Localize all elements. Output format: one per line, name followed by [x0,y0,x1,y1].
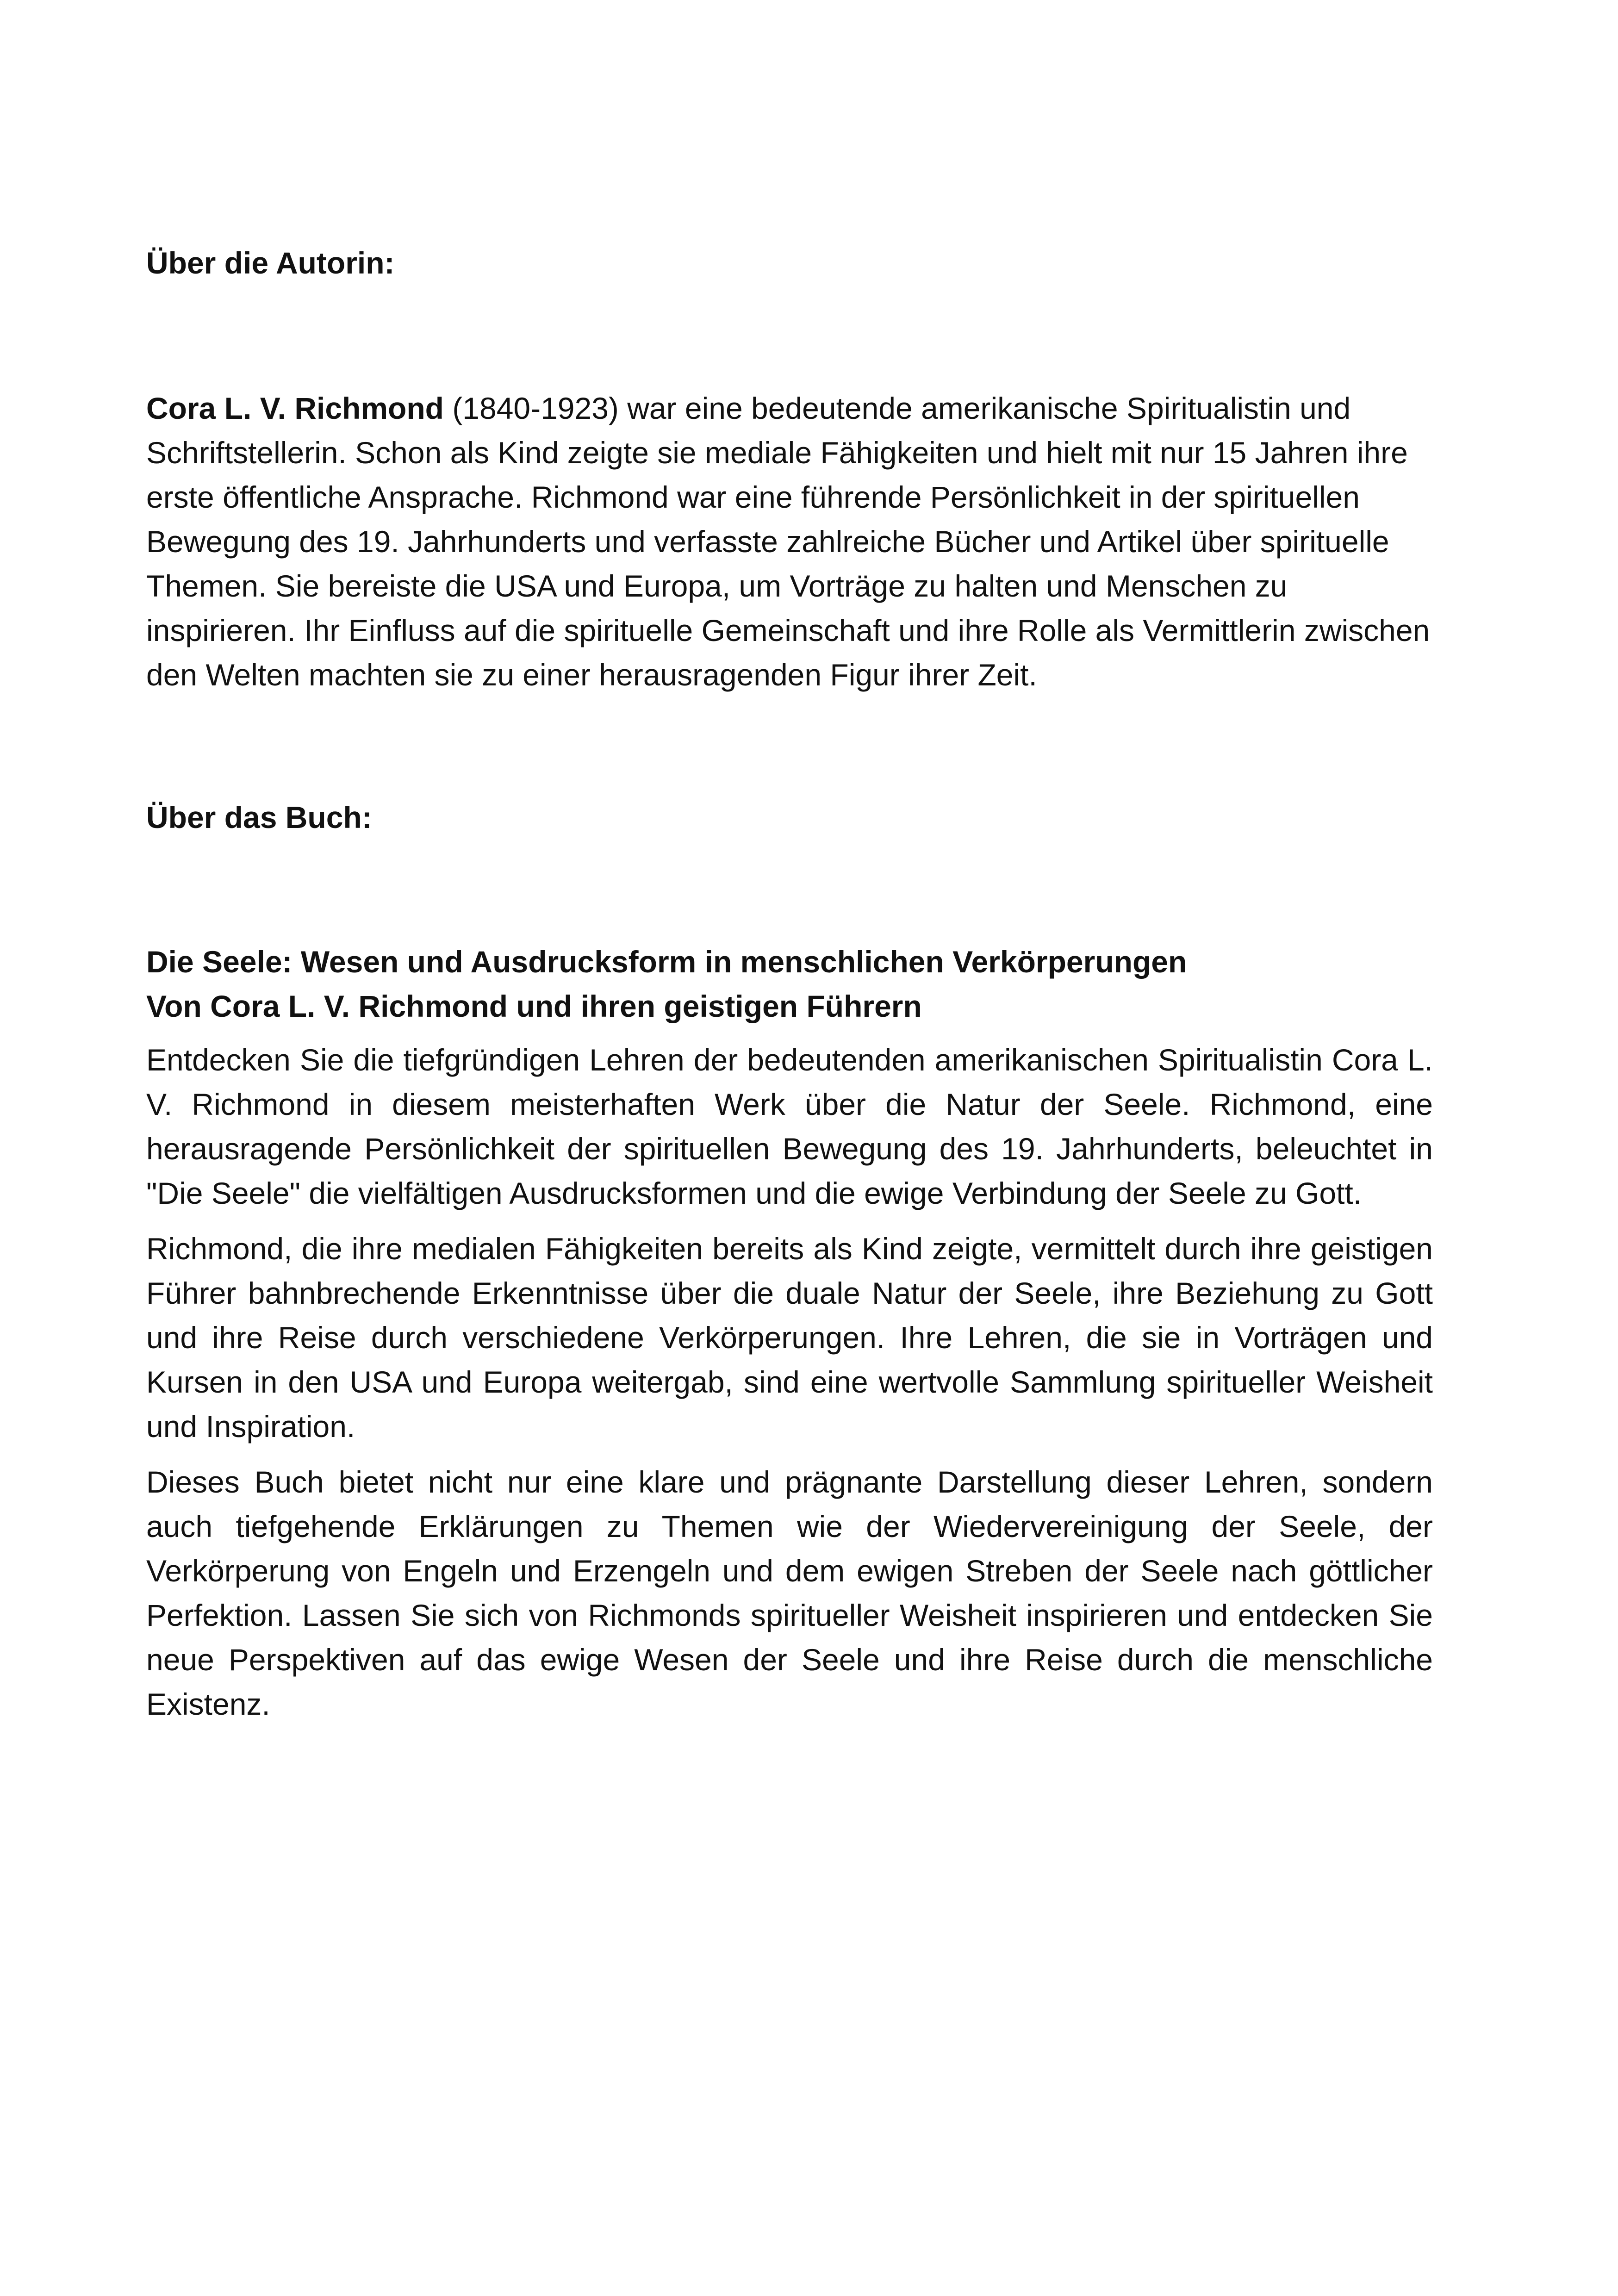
author-bio-text: (1840-1923) war eine bedeutende amerikanische Spiritualistin und Schriftstellerin. Schon als Kind zeigte sie mediale Fähigkeiten und hielt mit nur 15 Jahren ihre erste öffentliche Ansprache. Richmond war eine führende Persönlichkeit in der spirituellen Bewegung des 19. Jahrhunderts und verfasste zahlreiche Bücher und Artikel über spirituelle Themen. Sie bereiste die USA und Europa, um Vorträge zu halten und Menschen zu inspirieren. Ihr Einfluss auf die spirituelle Gemeinschaft und ihre Rolle als Vermittlerin zwischen den Welten machten sie zu einer herausragenden Figur ihrer Zeit. [146,391,1430,692]
author-section-heading: Über die Autorin: [146,246,395,280]
book-section-heading: Über das Buch: [146,800,372,834]
book-paragraph-2: Richmond, die ihre medialen Fähigkeiten bereits als Kind zeigte, vermittelt durch ihre geistigen Führer bahnbrechende Erkenntnisse über die duale Natur der Seele, ihre Beziehung zu Gott und ihre Reise durch verschiedene Verkörperungen. Ihre Lehren, die sie in Vorträgen und Kursen in den USA und Europa weitergab, sind eine wertvolle Sammlung spiritueller Weisheit und Inspiration. [146,1232,1433,1444]
author-bio-paragraph [146,386,1433,697]
document-page [146,241,1433,1737]
author-name: Cora L. V. Richmond [146,391,444,425]
book-description [146,1038,1433,1726]
book-title: Die Seele: Wesen und Ausdrucksform in menschlichen Verkörperungen [146,945,1187,979]
book-paragraph-1: Entdecken Sie die tiefgründigen Lehren der bedeutenden amerikanischen Spiritualistin Cora L. V. Richmond in diesem meisterhaften Werk über die Natur der Seele. Richmond, eine herausragende Persönlichkeit der spirituellen Bewegung des 19. Jahrhunderts, beleuchtet in "Die Seele" die vielfältigen Ausdrucksformen und die ewige Verbindung der Seele zu Gott. [146,1043,1433,1210]
book-title-block [146,940,1433,1028]
book-paragraph-3: Dieses Buch bietet nicht nur eine klare und prägnante Darstellung dieser Lehren, sondern auch tiefgehende Erklärungen zu Themen wie der Wiedervereinigung der Seele, der Verkörperung von Engeln und Erzengeln und dem ewigen Streben der Seele nach göttlicher Perfektion. Lassen Sie sich von Richmonds spiritueller Weisheit inspirieren und entdecken Sie neue Perspektiven auf das ewige Wesen der Seele und ihre Reise durch die menschliche Existenz. [146,1465,1433,1721]
book-subtitle: Von Cora L. V. Richmond und ihren geistigen Führern [146,989,922,1023]
